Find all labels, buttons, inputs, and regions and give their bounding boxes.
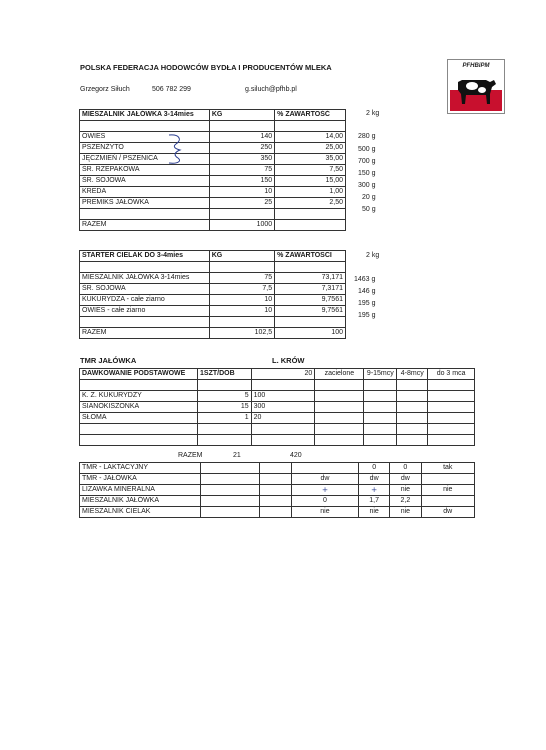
table-row: MIESZALNIK JAŁÓWKA 0 1,7 2,2 [80,496,475,507]
col-header-incalf: zacielone [315,369,364,380]
dose-header: 2 kg [366,252,380,259]
contact-email[interactable]: g.siluch@pfhb.pl [245,86,297,93]
table-row: K. Z. KUKURYDZY 5 100 [80,391,475,402]
table-row: OWIES 140 14,00 [80,132,346,143]
dose-value: 50 g [362,206,376,213]
tmr-total-all: 420 [290,452,302,459]
dose-header: 2 kg [366,110,380,117]
dose-value: 300 g [358,182,376,189]
table-row: ŚR. SOJOWA 150 15,00 [80,176,346,187]
table-row: TMR - LAKTACYJNY 0 0 tak [80,463,475,474]
table-row: MIESZALNIK JAŁÓWKA 3-14mies 75 73,171 [80,273,346,284]
cow-icon [452,70,498,108]
table-row: KUKURYDZA - całe ziarno 10 9,7561 [80,295,346,306]
tmr-title: TMR JAŁÓWKA [80,356,137,365]
table-row: SŁOMA 1 20 [80,413,475,424]
table-row: ŚR. SOJOWA 7,5 7,3171 [80,284,346,295]
table-row: PREMIKS JAŁÓWKA 25 2,50 [80,198,346,209]
dose-value: 280 g [358,133,376,140]
mixer-heifer-table [79,109,346,231]
dose-value: 500 g [358,146,376,153]
dose-value: 20 g [362,194,376,201]
contact-phone: 506 782 299 [152,86,191,93]
tmr-total-label: RAZEM [178,452,203,459]
handwritten-brace-mark [166,132,188,166]
col-header-pct: % ZAWARTOŚĆ [275,110,346,121]
total-row: RAZEM 102,5 100 [80,328,346,339]
col-header-dosing: DAWKOWANIE PODSTAWOWE [80,369,198,380]
col-header-pct: % ZAWARTOSCI [275,251,346,262]
col-header-to-3: do 3 mca [428,369,475,380]
col-header-4-8: 4-8mcy [397,369,428,380]
tmr-total-per: 21 [233,452,241,459]
col-header-name: MIESZALNIK JAŁÓWKA 3-14mies [80,110,210,121]
organization-title: POLSKA FEDERACJA HODOWCÓW BYDŁA I PRODUCENTÓW MLEKA [80,63,332,72]
col-header-cows: 20 [251,369,315,380]
table-row: LIZAWKA MINERALNA + + nie nie [80,485,475,496]
table-row: JĘCZMIEŃ / PSZENICA 350 35,00 [80,154,346,165]
tmr-table [79,368,475,446]
table-row: OWIES - całe ziarno 10 9,7561 [80,306,346,317]
dose-value: 146 g [358,288,376,295]
table-row: KREDA 10 1,00 [80,187,346,198]
dose-value: 150 g [358,170,376,177]
col-header-kg: KG [209,110,274,121]
contact-person: Grzegorz Siłuch [80,86,130,93]
col-header-name: STARTER CIELAK DO 3-4mies [80,251,210,262]
feeding-matrix-table [79,462,475,518]
calf-starter-table [79,250,346,339]
dose-value: 195 g [358,300,376,307]
table-row: SIANOKISZONKA 15 300 [80,402,475,413]
table-row: TMR - JAŁÓWKA dw dw dw [80,474,475,485]
table-row: MIESZALNIK CIELAK nie nie nie dw [80,507,475,518]
table-row: ŚR. RZEPAKOWA 75 7,50 [80,165,346,176]
dose-value: 700 g [358,158,376,165]
table-row: PSZENŻYTO 250 25,00 [80,143,346,154]
total-row: RAZEM 1000 [80,220,346,231]
col-header-9-15: 9-15mcy [364,369,397,380]
logo-text: PFHBiPM [462,63,490,69]
cows-label: L. KRÓW [272,356,305,365]
dose-value: 195 g [358,312,376,319]
dose-value: 1463 g [354,276,376,283]
col-header-kg: KG [209,251,274,262]
pfhbipm-logo [447,59,505,114]
col-header-per-head: 1SZT/DOB [198,369,252,380]
